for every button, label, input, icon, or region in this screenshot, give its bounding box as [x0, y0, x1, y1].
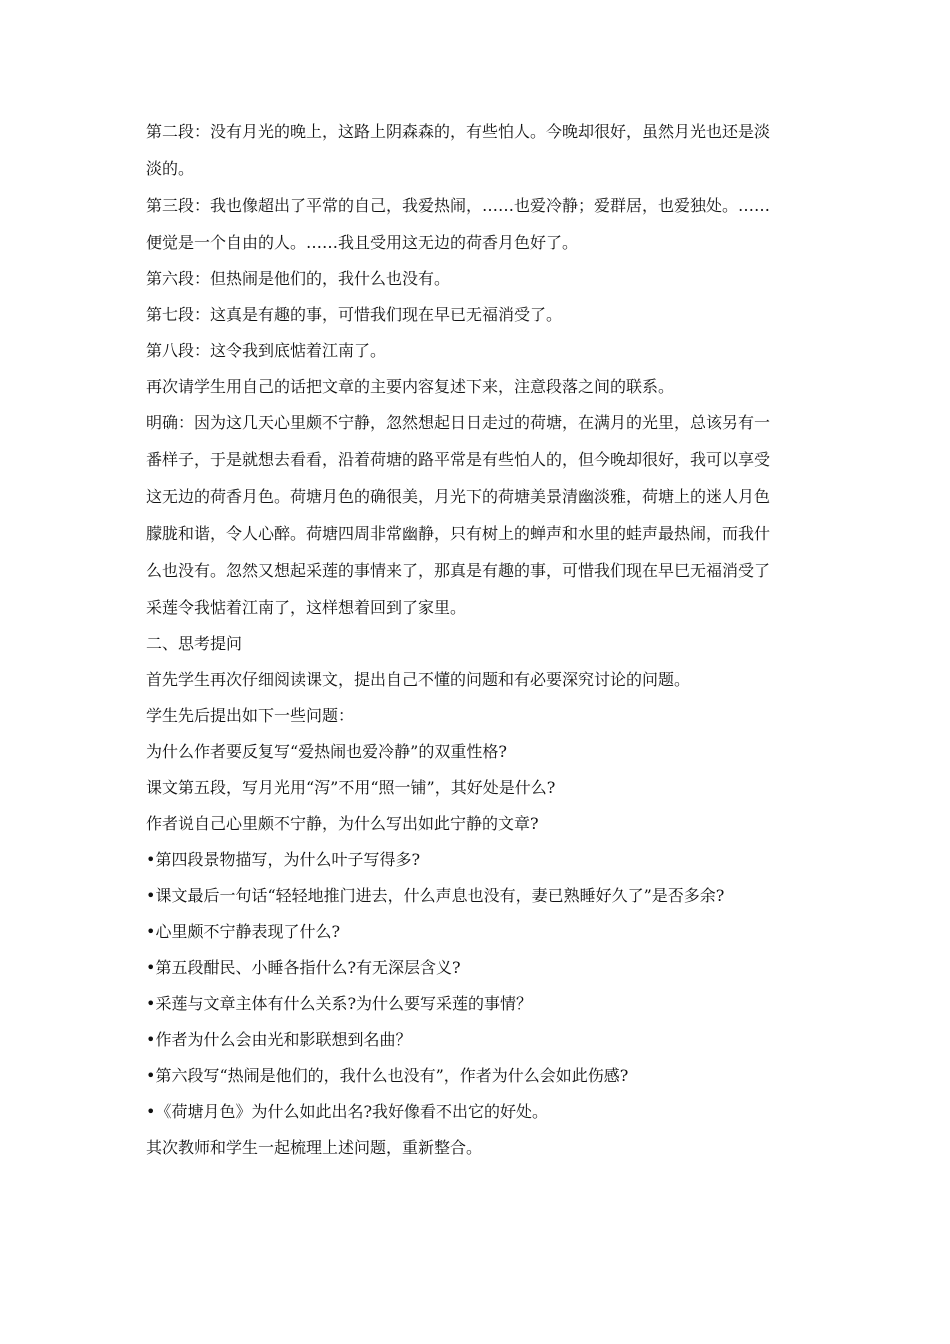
paragraph-section-7 — [146, 305, 810, 325]
heading-text: 二、思考提问 — [146, 634, 243, 653]
text-line: 作者说自己心里颇不宁静，为什么写出如此宁静的文章? — [146, 814, 539, 833]
question-item — [146, 886, 810, 906]
text-line: •采莲与文章主体有什么关系?为什么要写采莲的事情？ — [146, 994, 533, 1013]
text-line: 第二段：没有月光的晚上，这路上阴森森的，有些怕人。今晚却很好，虽然月光也还是淡 — [146, 122, 771, 141]
text-line: •心里颇不宁静表现了什么? — [146, 922, 341, 941]
text-line: 再次请学生用自己的话把文章的主要内容复述下来，注意段落之间的联系。 — [146, 377, 675, 396]
text-line: •课文最后一句话“轻轻地推门进去，什么声息也没有，妻已熟睡好久了”是否多余? — [146, 886, 725, 905]
paragraph-first — [146, 670, 810, 690]
question-item — [146, 1102, 810, 1122]
text-line: 明确：因为这几天心里颇不宁静，忽然想起日日走过的荷塘，在满月的光里，总该另有一 — [146, 413, 771, 432]
text-line: 采莲令我惦着江南了，这样想着回到了家里。 — [146, 598, 467, 617]
question-item — [146, 1030, 810, 1050]
text-line: 淡的。 — [146, 159, 195, 178]
text-line: 为什么作者要反复写“爱热闹也爱冷静”的双重性格? — [146, 742, 507, 761]
text-line: 第六段：但热闹是他们的，我什么也没有。 — [146, 269, 451, 288]
question-item — [146, 922, 810, 942]
question-item — [146, 814, 810, 834]
paragraph-section-2 — [146, 122, 810, 179]
text-line: •第六段写“热闹是他们的，我什么也没有”，作者为什么会如此伤感? — [146, 1066, 629, 1085]
paragraph-raised — [146, 706, 810, 726]
text-line: 番样子，于是就想去看看，沿着荷塘的路平常是有些怕人的，但今晚却很好，我可以享受 — [146, 450, 771, 469]
text-line: 这无边的荷香月色。荷塘月色的确很美，月光下的荷塘美景清幽淡雅，荷塘上的迷人月色 — [146, 487, 771, 506]
question-item — [146, 850, 810, 870]
text-line: •第五段酣民、小睡各指什么?有无深层含义? — [146, 958, 461, 977]
paragraph-answer — [146, 413, 810, 618]
text-line: 第三段：我也像超出了平常的自己，我爱热闹，……也爱冷静；爱群居，也爱独处。…… — [146, 196, 771, 215]
question-item — [146, 958, 810, 978]
paragraph-section-6 — [146, 269, 810, 289]
paragraph-retell — [146, 377, 810, 397]
text-line: 首先学生再次仔细阅读课文，提出自己不懂的问题和有必要深究讨论的问题。 — [146, 670, 691, 689]
text-line: 朦胧和谐，令人心醉。荷塘四周非常幽静，只有树上的蝉声和水里的蛙声最热闹，而我什 — [146, 524, 771, 543]
text-line: •第四段景物描写，为什么叶子写得多? — [146, 850, 421, 869]
question-item — [146, 1066, 810, 1086]
text-line: 么也没有。忽然又想起采莲的事情来了，那真是有趣的事，可惜我们现在早巳无福消受了 — [146, 561, 771, 580]
text-line: 第七段：这真是有趣的事，可惜我们现在早已无福消受了。 — [146, 305, 563, 324]
text-line: •《荷塘月色》为什么如此出名?我好像看不出它的好处。 — [146, 1102, 549, 1121]
paragraph-next — [146, 1138, 810, 1158]
text-line: 学生先后提出如下一些问题： — [146, 706, 355, 725]
document-body — [146, 122, 810, 1158]
text-line: 其次教师和学生一起梳理上述问题，重新整合。 — [146, 1138, 483, 1157]
paragraph-section-3 — [146, 196, 810, 253]
text-line: •作者为什么会由光和影联想到名曲？ — [146, 1030, 412, 1049]
section-heading — [146, 634, 810, 654]
text-line: 便觉是一个自由的人。……我且受用这无边的荷香月色好了。 — [146, 233, 579, 252]
text-line: 课文第五段，写月光用“泻”不用“照一铺”，其好处是什么? — [146, 778, 556, 797]
paragraph-section-8 — [146, 341, 810, 361]
question-item — [146, 994, 810, 1014]
question-item — [146, 778, 810, 798]
text-line: 第八段：这令我到底惦着江南了。 — [146, 341, 387, 360]
question-item — [146, 742, 810, 762]
